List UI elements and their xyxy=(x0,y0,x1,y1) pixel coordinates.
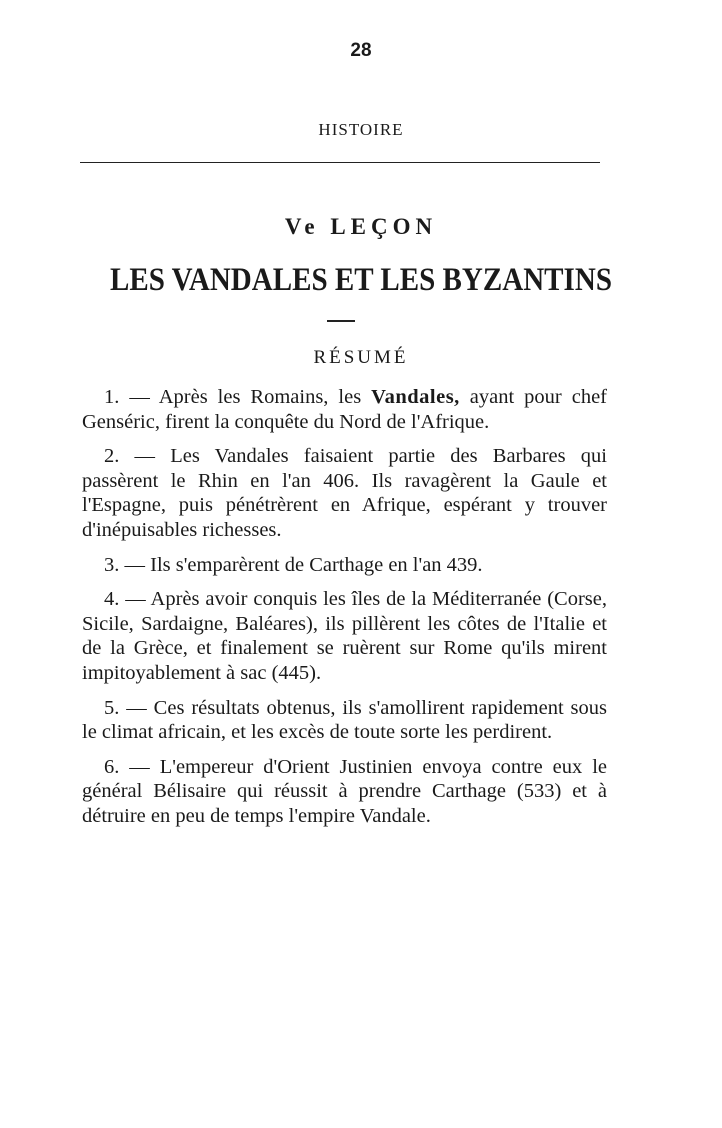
header-rule xyxy=(80,162,600,163)
summary-heading: RÉSUMÉ xyxy=(313,347,409,368)
summary-item-6: 6. — L'empereur d'Orient Justinien envoya contre eux le général Bélisaire qui réussit à prendre Carthage (533) et à détruire en peu de temps l'empire Vandale. xyxy=(82,755,607,827)
title-dash xyxy=(327,320,355,322)
summary-item-1-emphasis: Vandales, xyxy=(371,386,460,408)
lesson-number: Ve LEÇON xyxy=(284,214,438,239)
summary-item-5: 5. — Ces résultats obtenus, ils s'amollirent rapidement sous le climat africain, et les excès de toute sorte les perdirent. xyxy=(82,696,607,744)
summary-item-1-prefix: 1. — Après les Romains, les xyxy=(104,386,372,408)
summary-item-2: 2. — Les Vandales faisaient partie des Barbares qui passèrent le Rhin en l'an 406. Ils ravagèrent la Gaule et l'Espagne, puis pénétrèrent en Afrique, espérant y trouver d'inépuisables richesses. xyxy=(82,445,607,541)
page-number: 28 xyxy=(350,40,372,61)
summary-item-1-suffix: ayant pour chef Genséric, firent la conquête du Nord de l'Afrique. xyxy=(82,386,607,433)
lesson-title: LES VANDALES ET LES BYZANTINS xyxy=(110,262,612,298)
summary-item-3: 3. — Ils s'emparèrent de Carthage en l'an 439. xyxy=(104,553,483,576)
summary-item-1 xyxy=(82,385,607,434)
summary-list xyxy=(82,385,607,839)
running-head: HISTOIRE xyxy=(318,120,404,139)
summary-item-4: 4. — Après avoir conquis les îles de la Méditerranée (Corse, Sicile, Sardaigne, Baléares), ils pillèrent les côtes de l'Italie et de la Grèce, et finalement se ruèrent sur Rome qu'ils mirent impitoyablement à sac (445). xyxy=(82,588,607,684)
